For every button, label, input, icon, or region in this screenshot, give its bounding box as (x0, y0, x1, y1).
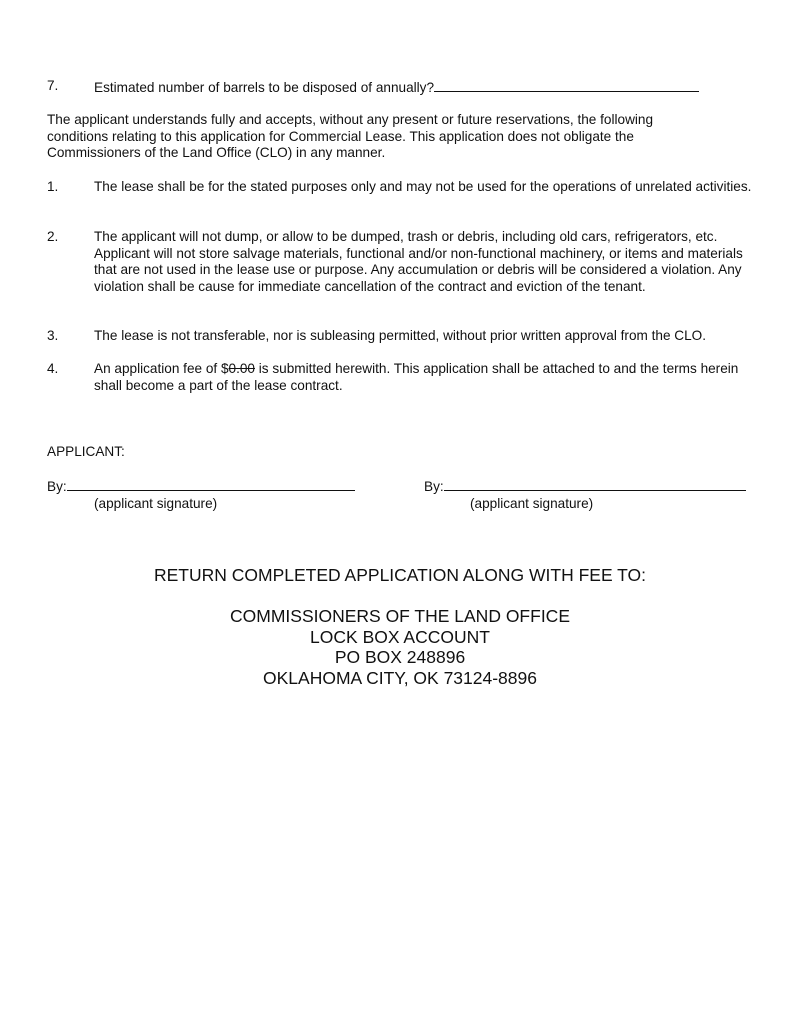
condition-text: The lease is not transferable, nor is subleasing permitted, without prior written approval from the CLO. (94, 328, 707, 343)
return-address (0, 606, 800, 688)
signature-field-2[interactable] (444, 477, 746, 491)
question-7 (47, 78, 757, 97)
condition-1 (47, 179, 757, 196)
signature-block-2 (424, 477, 746, 512)
signature-field-1[interactable] (67, 477, 355, 491)
condition-3 (47, 328, 757, 345)
condition-2 (47, 229, 757, 295)
address-line: LOCK BOX ACCOUNT (310, 626, 490, 647)
item-number: 1. (47, 179, 59, 194)
return-heading: RETURN COMPLETED APPLICATION ALONG WITH FEE TO: (153, 565, 647, 585)
by-label: By: (424, 479, 444, 494)
condition-text: An application fee of $0.00 is submitted herewith. This application shall be attached to and the terms herein shall become a part of the lease contract. (94, 361, 739, 393)
address-line: OKLAHOMA CITY, OK 73124-8896 (263, 667, 537, 688)
item-number: 7. (47, 78, 59, 93)
applicant-heading: APPLICANT: (47, 444, 125, 459)
address-line: COMMISSIONERS OF THE LAND OFFICE (230, 606, 570, 626)
condition-text: The applicant will not dump, or allow to be dumped, trash or debris, including old cars, refrigerators, etc. Applicant will not store salvage materials, functional and/or non-functional machinery, or items and materials that are not used in the lease use or purpose. Any accumulation or debris will be considered a violation. Any violation shall be cause for immediate cancellation of the contract and eviction of the tenant. (94, 229, 743, 294)
address-line: PO BOX 248896 (334, 647, 466, 667)
fee-amount: 0.00 (228, 361, 255, 376)
condition-text: The lease shall be for the stated purposes only and may not be used for the operations of unrelated activities. (94, 179, 752, 194)
question-text: Estimated number of barrels to be disposed of annually? (94, 80, 435, 95)
signature-caption: (applicant signature) (470, 495, 594, 511)
by-label: By: (47, 479, 67, 494)
item-number: 2. (47, 229, 59, 244)
signature-caption: (applicant signature) (94, 495, 218, 511)
intro-paragraph: The applicant understands fully and accepts, without any present or future reservations, the following conditions relating to this application for Commercial Lease. This application does not obligate the Commissioners of the Land Office (CLO) in any manner. (47, 112, 654, 160)
item-number: 4. (47, 361, 59, 376)
condition-4 (47, 361, 757, 394)
item-number: 3. (47, 328, 59, 343)
barrels-field[interactable] (434, 78, 699, 92)
signature-block-1 (47, 477, 355, 512)
